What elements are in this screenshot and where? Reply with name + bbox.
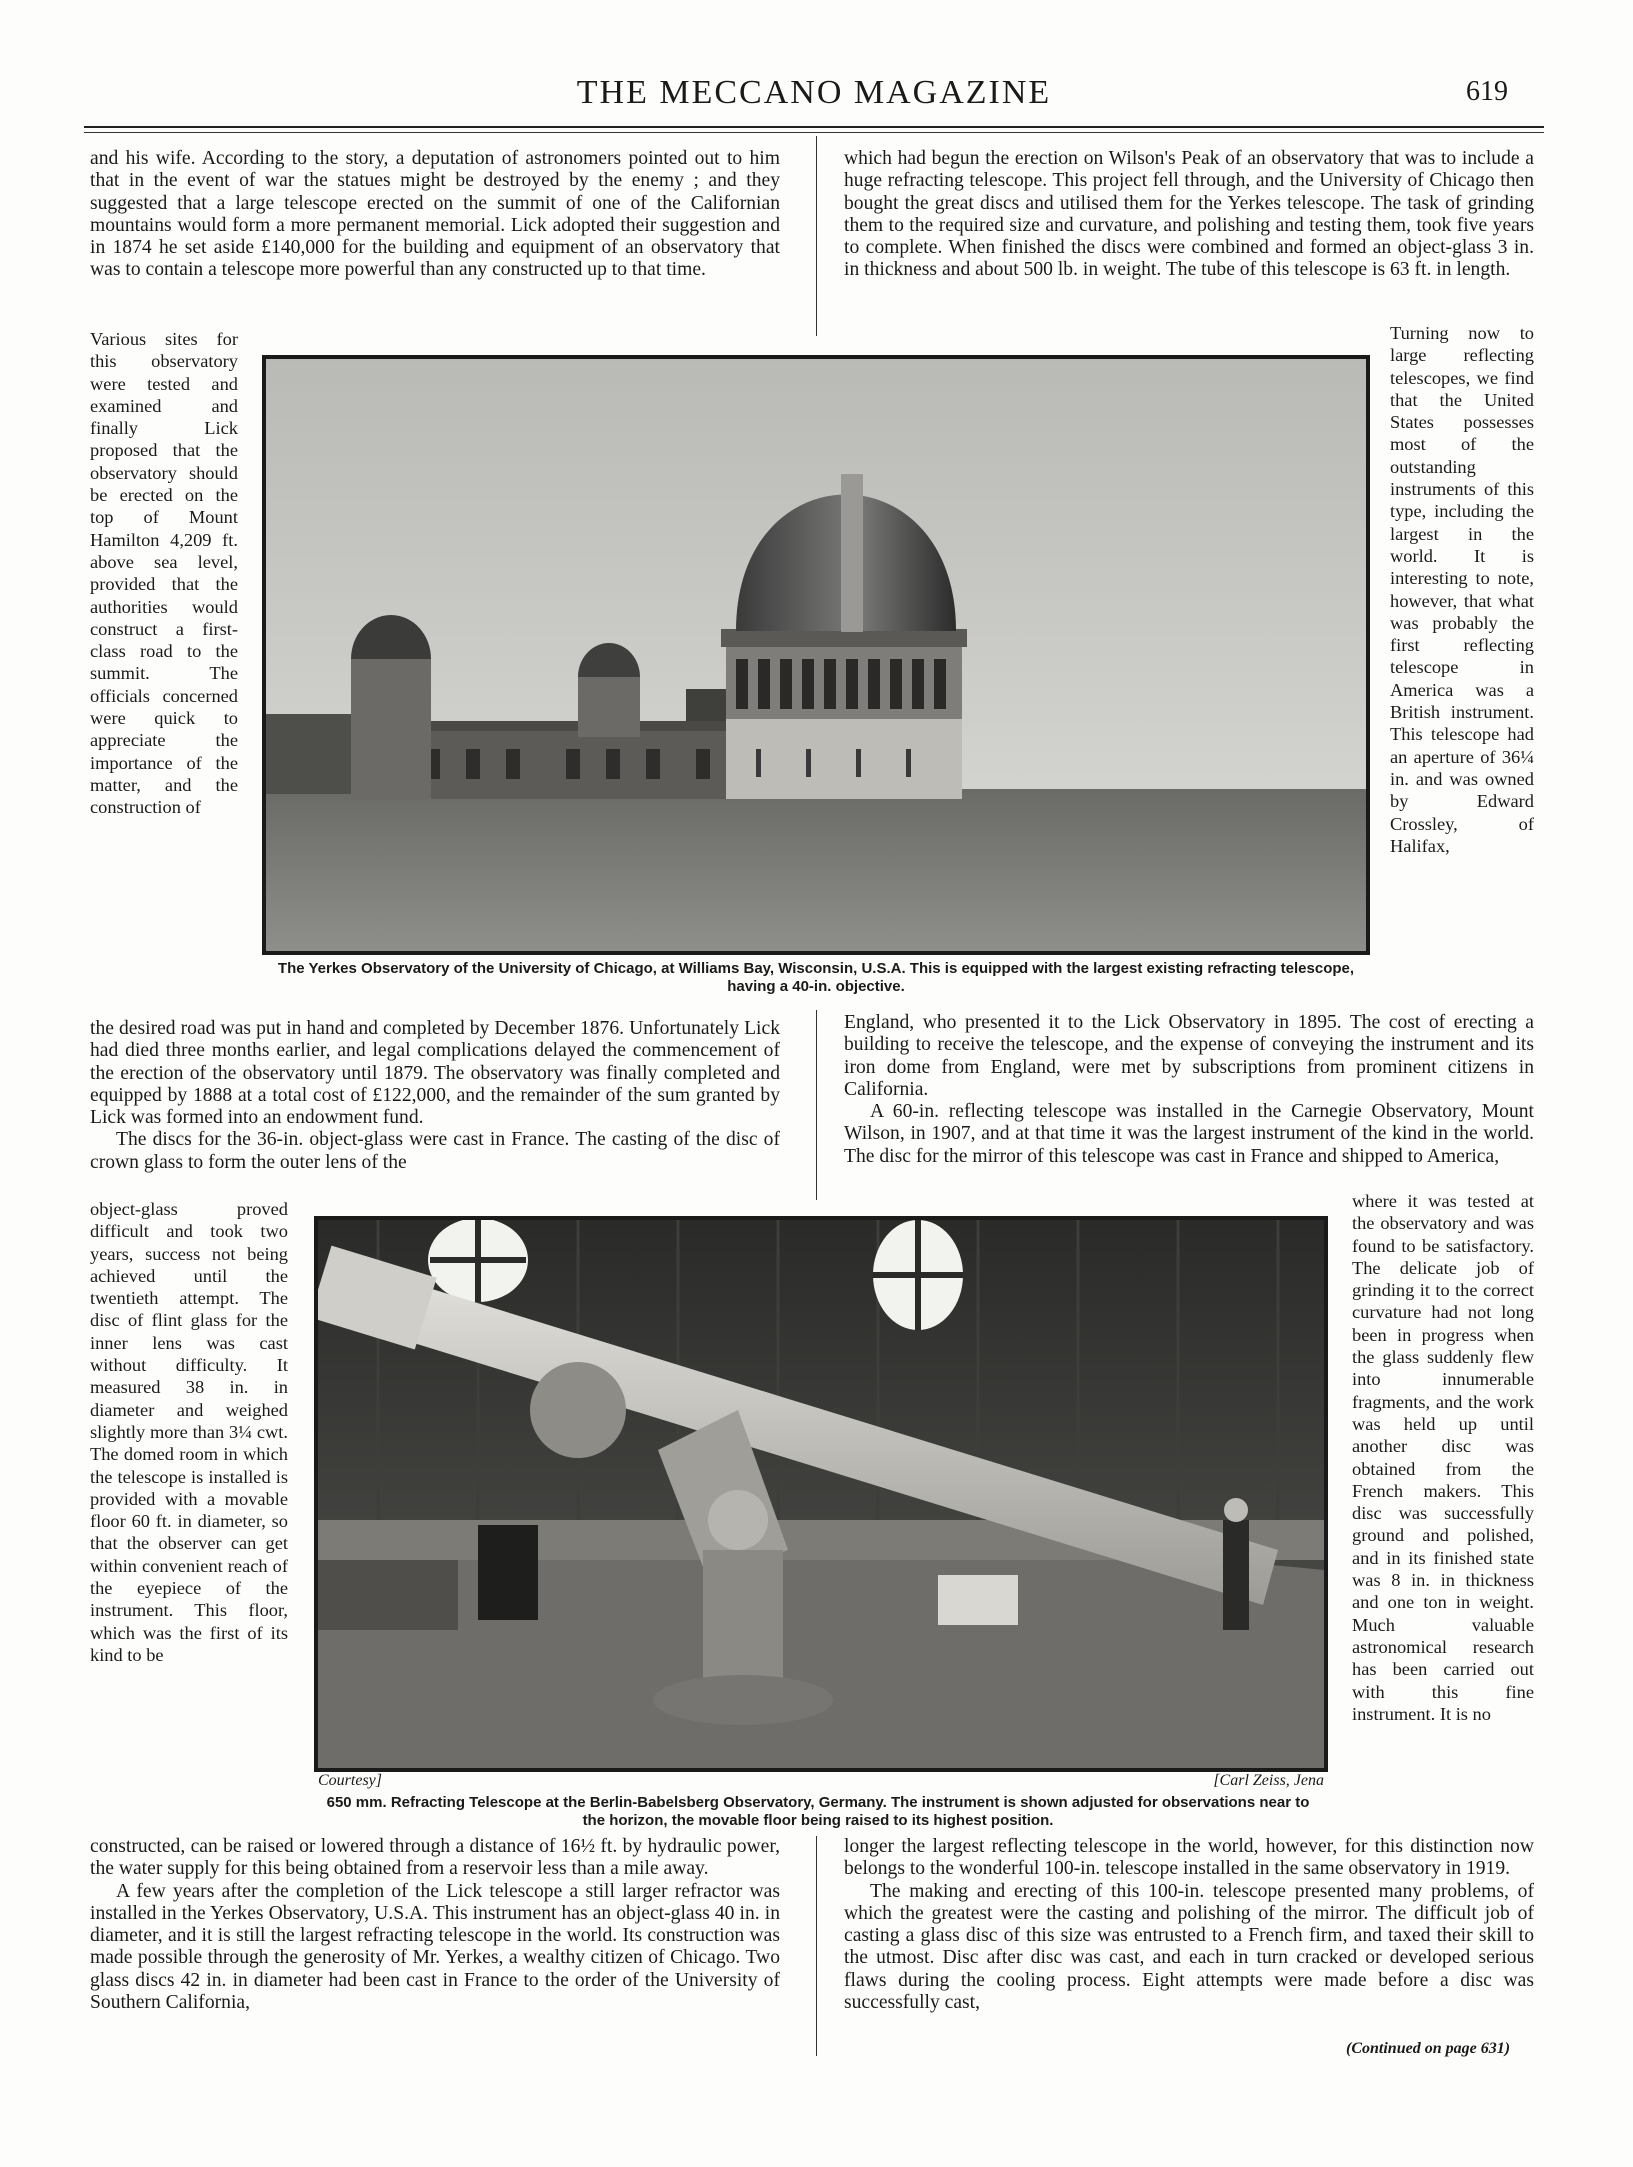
- paragraph: The discs for the 36-in. object-glass were cast in France. The casting of the disc of crown glass to form the outer lens of the: [90, 1129, 780, 1173]
- photo-credit-right: [Carl Zeiss, Jena: [1213, 1772, 1324, 1789]
- article-text-left-middle: [90, 1018, 780, 1202]
- article-text-right-middle: [844, 1012, 1534, 1202]
- article-text-right-bottom: [844, 1836, 1534, 2046]
- article-text-left-narrow-1: [90, 328, 238, 1018]
- photo-credit-left: Courtesy]: [318, 1772, 382, 1789]
- page-number: 619: [1466, 76, 1508, 107]
- paragraph: England, who presented it to the Lick Observatory in 1895. The cost of erecting a building to receive the telescope, and the expense of conveying the instrument and its iron dome from England, were met by subscriptions from prominent citizens in California.: [844, 1012, 1534, 1100]
- paragraph: the desired road was put in hand and completed by December 1876. Unfortunately Lick had died three months earlier, and legal complications delayed the commencement of the erection of the observatory until 1879. The observatory was finally completed and equipped by 1888 at a total cost of £122,000, and the remainder of the sum granted by Lick was formed into an endowment fund.: [90, 1018, 780, 1129]
- paragraph: longer the largest reflecting telescope in the world, however, for this distinction now belongs to the wonderful 100-in. telescope installed in the same observatory in 1919.: [844, 1836, 1534, 1880]
- article-text-left-top: [90, 148, 780, 330]
- paragraph: constructed, can be raised or lowered through a distance of 16½ ft. by hydraulic power, the water supply for this being obtained from a reservoir less than a mile away.: [90, 1836, 780, 1880]
- yerkes-observatory-photo: [262, 355, 1370, 955]
- telescope-illustration: [318, 1220, 1324, 1768]
- paragraph: Turning now to large reflecting telescopes, we find that the United States possesses most of the outstanding instruments of this type, including the largest in the world. It is interesting to note, however, that what was probably the first reflecting telescope in America was a British instrument. This telescope had an aperture of 36¼ in. and was owned by Edward Crossley, of Halifax,: [1390, 323, 1534, 856]
- paragraph: where it was tested at the observatory and was found to be satisfactory. The delicate job of grinding it to the correct curvature had not long been in progress when the glass suddenly flew into innumerable fragments, and the work was held up until another disc was obtained from the French makers. This disc was successfully ground and polished, and in its finished state was 8 in. in thickness and one ton in weight. Much valuable astronomical research has been carried out with this fine instrument. It is no: [1352, 1191, 1534, 1724]
- article-text-right-narrow-1: [1390, 322, 1534, 1018]
- berlin-photo-caption: 650 mm. Refracting Telescope at the Berlin-Babelsberg Observatory, Germany. The instrument is shown adjusted for observations near to the horizon, the movable floor being raised to its highest position.: [326, 1794, 1310, 1829]
- article-text-left-narrow-2: [90, 1198, 288, 1838]
- header-rule-thin: [84, 132, 1544, 133]
- article-text-right-top: [844, 148, 1534, 330]
- paragraph: and his wife. According to the story, a deputation of astronomers pointed out to him that in the event of war the statues might be destroyed by the enemy ; and they suggested that a large telescope erected on the summit of one of the Californian mountains would form a more permanent memorial. Lick adopted their suggestion and in 1874 he set aside £140,000 for the building and equipment of an observatory that was to contain a telescope more powerful than any constructed up to that time.: [90, 148, 780, 281]
- page-header: [84, 74, 1544, 122]
- column-divider-middle: [816, 1010, 817, 1200]
- berlin-telescope-photo: [314, 1216, 1328, 1772]
- yerkes-photo-caption: The Yerkes Observatory of the University of Chicago, at Williams Bay, Wisconsin, U.S.A. This is equipped with the largest existing refracting telescope, having a 40-in. objective.: [277, 960, 1355, 995]
- column-divider-top: [816, 136, 817, 336]
- paragraph: Various sites for this observatory were tested and examined and finally Lick proposed that the observatory should be erected on the top of Mount Hamilton 4,209 ft. above sea level, provided that the authorities would construct a first-class road to the summit. The officials concerned were quick to appreciate the importance of the matter, and the construction of: [90, 329, 238, 818]
- paragraph: which had begun the erection on Wilson's Peak of an observatory that was to include a huge refracting telescope. This project fell through, and the University of Chicago then bought the great discs and utilised them for the Yerkes telescope. The task of grinding them to the required size and curvature, and polishing and testing them, took five years to complete. When finished the discs were combined and formed an object-glass 3 in. in thickness and about 500 lb. in weight. The tube of this telescope is 63 ft. in length.: [844, 148, 1534, 281]
- magazine-title: THE MECCANO MAGAZINE: [576, 74, 1052, 111]
- column-divider-bottom: [816, 1836, 817, 2056]
- observatory-illustration: [266, 359, 1366, 951]
- article-text-right-narrow-2: [1352, 1190, 1534, 1838]
- continued-notice: (Continued on page 631): [1346, 2040, 1511, 2057]
- paragraph: object-glass proved difficult and took two years, success not being achieved until the twentieth attempt. The disc of flint glass for the inner lens was cast without difficulty. It measured 38 in. in diameter and weighed slightly more than 3¼ cwt. The domed room in which the telescope is installed is provided with a movable floor 60 ft. in diameter, so that the observer can get within convenient reach of the eyepiece of the instrument. This floor, which was the first of its kind to be: [90, 1199, 288, 1665]
- header-rule: [84, 126, 1544, 128]
- paragraph: A 60-in. reflecting telescope was installed in the Carnegie Observatory, Mount Wilson, in 1907, and at that time it was the largest instrument of the kind in the world. The disc for the mirror of this telescope was cast in France and shipped to America,: [844, 1101, 1534, 1167]
- paragraph: The making and erecting of this 100-in. telescope presented many problems, of which the greatest were the casting and polishing of the mirror. The difficult job of casting a glass disc of this size was entrusted to a French firm, and taxed their skill to the utmost. Disc after disc was cast, and each in turn cracked or developed serious flaws during the cooling process. Eight attempts were made before a disc was successfully cast,: [844, 1880, 1534, 2014]
- paragraph: A few years after the completion of the Lick telescope a still larger refractor was installed in the Yerkes Observatory, U.S.A. This instrument has an object-glass 40 in. in diameter, and it is still the largest refracting telescope in the world. Its construction was made possible through the generosity of Mr. Yerkes, a wealthy citizen of Chicago. Two glass discs 42 in. in diameter had been cast in France to the order of the University of Southern California,: [90, 1880, 780, 2014]
- article-text-left-bottom: [90, 1836, 780, 2064]
